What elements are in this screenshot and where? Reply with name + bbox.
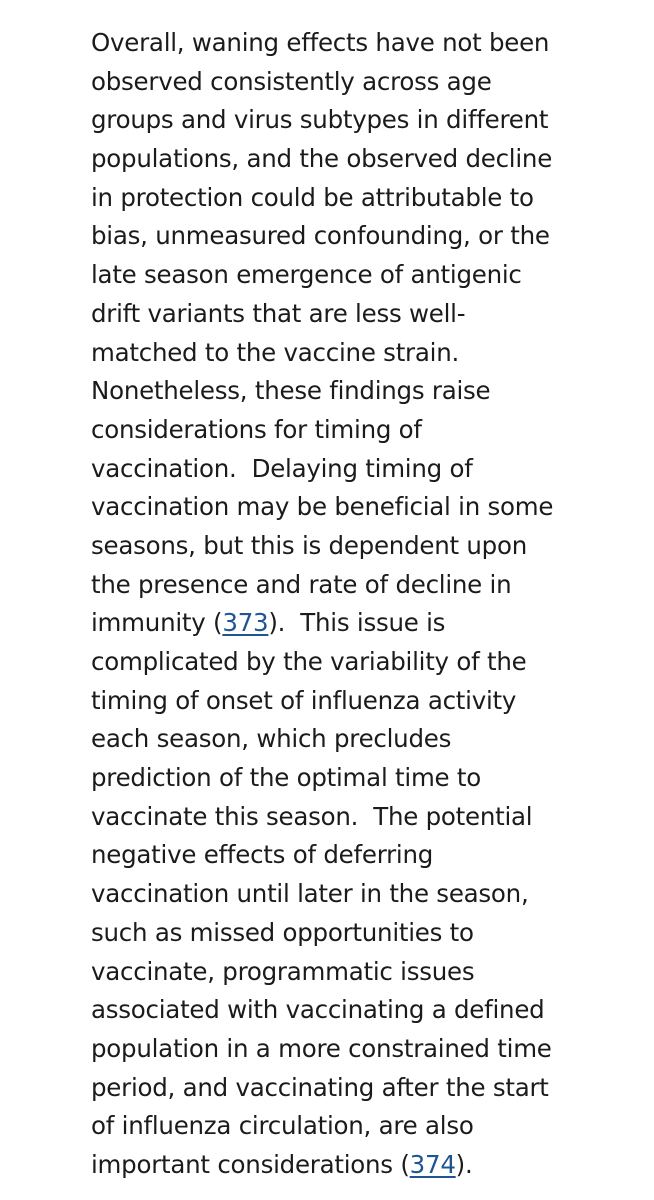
text-fragment: immunity ( <box>91 608 223 638</box>
text-line: vaccination may be beneficial in some <box>91 492 554 522</box>
text-line: Nonetheless, these findings raise <box>91 376 491 406</box>
text-line: of influenza circulation, are also <box>91 1111 474 1141</box>
text-line: groups and virus subtypes in different <box>91 105 549 135</box>
text-line: considerations for timing of <box>91 414 422 444</box>
text-line: vaccination. Delaying timing of <box>91 453 473 483</box>
text-line: the presence and rate of decline in <box>91 569 512 599</box>
text-fragment: ). <box>455 1149 473 1179</box>
text-line: in protection could be attributable to <box>91 182 534 212</box>
text-line: associated with vaccinating a defined <box>91 995 545 1025</box>
text-line: seasons, but this is dependent upon <box>91 530 527 560</box>
text-line-with-reference <box>91 1146 631 1185</box>
text-line: observed consistently across age <box>91 66 492 96</box>
text-line: negative effects of deferring <box>91 840 434 870</box>
text-line: populations, and the observed decline <box>91 144 553 174</box>
text-line: timing of onset of influenza activity <box>91 685 517 715</box>
text-fragment: ). This issue is <box>268 608 446 638</box>
reference-link-373[interactable]: 373 <box>222 608 269 638</box>
reference-link-374[interactable]: 374 <box>409 1149 456 1179</box>
text-line-with-reference <box>91 604 631 643</box>
text-line: vaccinate, programmatic issues <box>91 956 475 986</box>
text-line: such as missed opportunities to <box>91 917 474 947</box>
text-line: prediction of the optimal time to <box>91 763 482 793</box>
text-line: bias, unmeasured confounding, or the <box>91 221 550 251</box>
text-line: matched to the vaccine strain. <box>91 337 460 367</box>
text-line: population in a more constrained time <box>91 1033 552 1063</box>
text-line: late season emergence of antigenic <box>91 260 522 290</box>
text-fragment: important considerations ( <box>91 1149 410 1179</box>
text-line: vaccination until later in the season, <box>91 879 529 909</box>
article-paragraph <box>91 24 631 1185</box>
text-line: period, and vaccinating after the start <box>91 1072 549 1102</box>
text-line: Overall, waning effects have not been <box>91 28 550 57</box>
text-line: complicated by the variability of the <box>91 647 527 676</box>
text-line: drift variants that are less well- <box>91 298 466 328</box>
text-line: vaccinate this season. The potential <box>91 801 533 831</box>
text-line: each season, which precludes <box>91 724 452 754</box>
